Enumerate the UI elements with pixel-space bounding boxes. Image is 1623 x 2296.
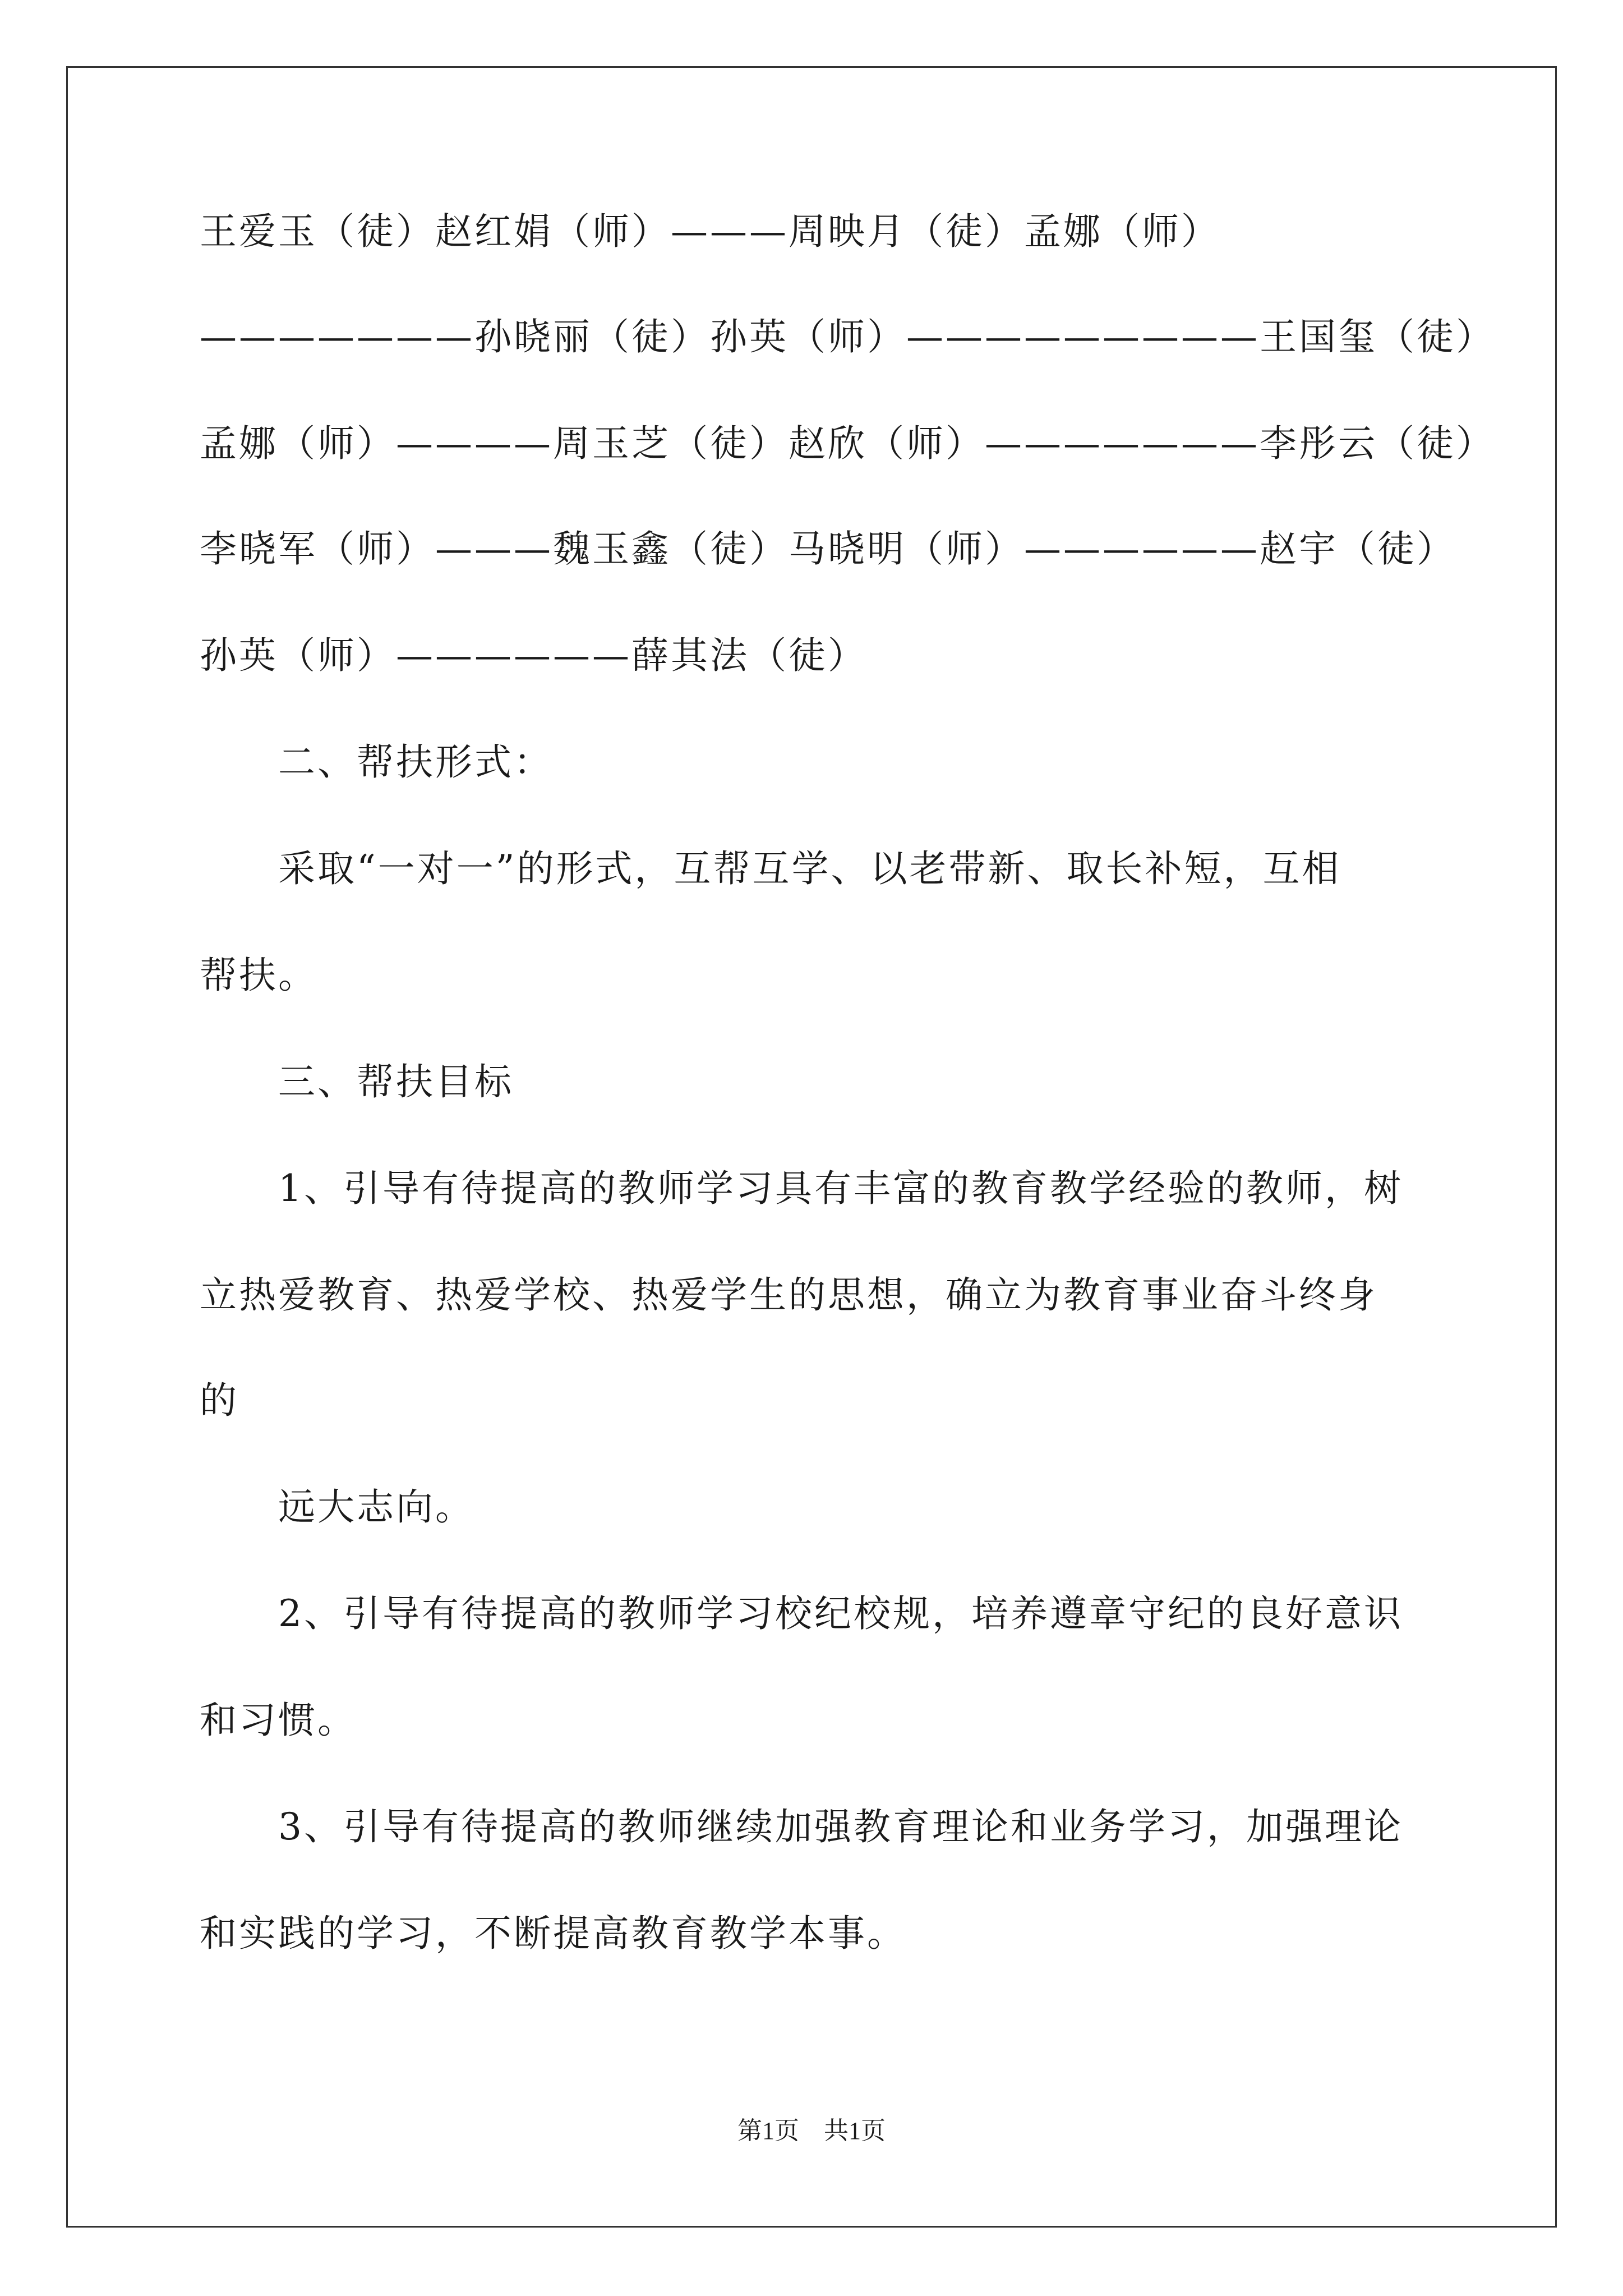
text-line: 王爱玉（徒）赵红娟（师）———周映月（徒）孟娜（师） [200,210,1220,253]
paragraph-line: 采取“一对一”的形式，互帮互学、以老带新、取长补短，互相 [278,847,1341,890]
paragraph-line: 3、引导有待提高的教师继续加强教育理论和业务学习，加强理论 [278,1805,1403,1848]
paragraph-line: 2、引导有待提高的教师学习校纪校规，培养遵章守纪的良好意识 [278,1592,1403,1635]
section-heading: 三、帮扶目标 [278,1060,514,1103]
paragraph-line: 帮扶。 [200,954,317,997]
text-line: 李晓军（师）———魏玉鑫（徒）马晓明（师）——————赵宇（徒） [200,527,1456,570]
text-line: 孟娜（师）————周玉芝（徒）赵欣（师）———————李彤云（徒） [200,422,1495,465]
paragraph-line: 和习惯。 [200,1699,357,1742]
paragraph-line: 的 [200,1379,239,1422]
paragraph-line: 和实践的学习，不断提高教育教学本事。 [200,1912,906,1955]
text-line: 孙英（师）——————薛其法（徒） [200,634,867,677]
paragraph-line: 立热爱教育、热爱学校、热爱学生的思想，确立为教育事业奋斗终身 [200,1273,1377,1317]
page-number: 第1页 共1页 [737,2117,886,2145]
section-heading: 二、帮扶形式： [278,740,553,784]
paragraph-line: 远大志向。 [278,1485,474,1529]
text-line: ———————孙晓丽（徒）孙英（师）—————————王国玺（徒） [200,315,1495,358]
paragraph-line: 1、引导有待提高的教师学习具有丰富的教育教学经验的教师，树 [278,1167,1403,1210]
page-border [66,66,1557,2228]
